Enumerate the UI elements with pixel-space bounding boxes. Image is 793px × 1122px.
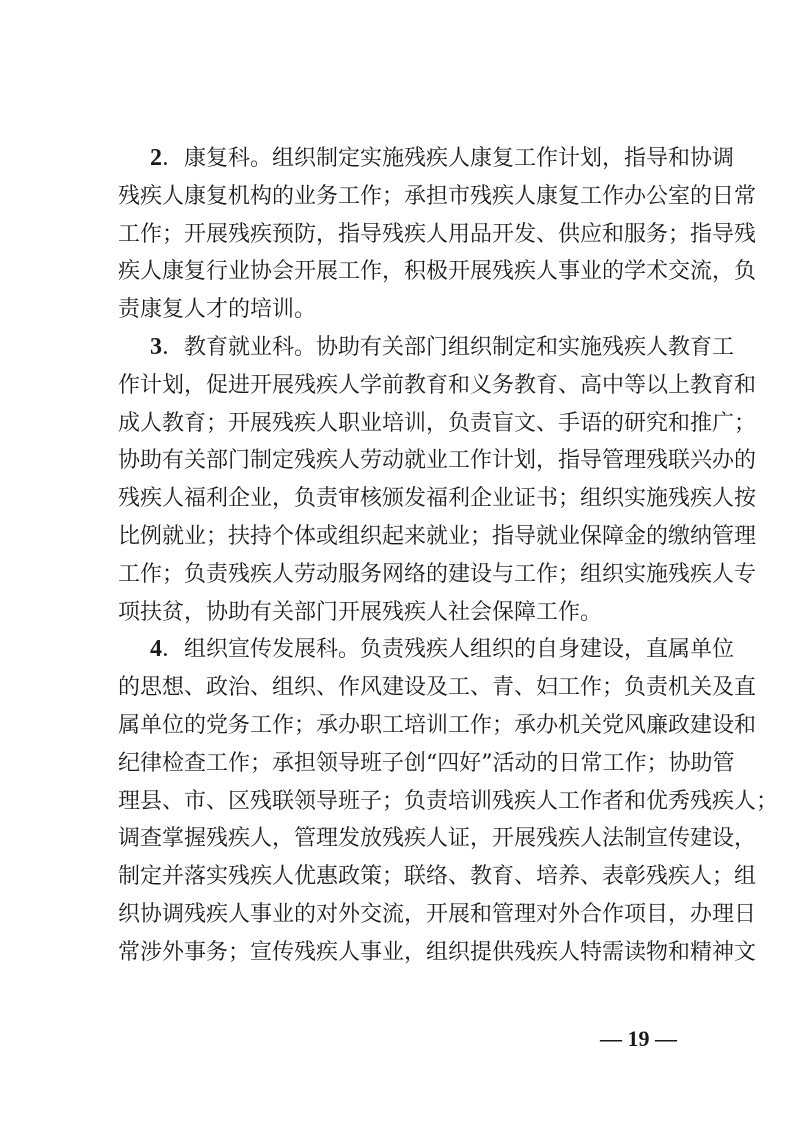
section-number: 3 [150, 333, 162, 360]
text-line: 作计划，促进开展残疾人学前教育和义务教育、高中等以上教育和 [118, 372, 757, 398]
text-line: 调查掌握残疾人，管理发放残疾人证，开展残疾人法制宣传建设， [118, 826, 757, 852]
text-line: 责康复人才的培训。 [118, 297, 317, 323]
text-line: 项扶贫，协助有关部门开展残疾人社会保障工作。 [118, 599, 603, 625]
text-line: 协助有关部门制定残疾人劳动就业工作计划，指导管理残联兴办的 [118, 448, 757, 474]
text-line: 残疾人康复机构的业务工作；承担市残疾人康复工作办公室的日常 [118, 183, 757, 209]
paragraph-organization-publicity [118, 631, 779, 971]
text-line: 成人教育；开展残疾人职业培训，负责盲文、手语的研究和推广； [118, 410, 757, 436]
section-number: 4 [150, 636, 162, 663]
body-text [118, 140, 779, 972]
text-line: 残疾人福利企业，负责审核颁发福利企业证书；组织实施残疾人按 [118, 486, 757, 512]
text-line: 2．康复科。组织制定实施残疾人康复工作计划，指导和协调 [150, 145, 735, 171]
paragraph-rehabilitation [118, 140, 757, 329]
text-line: 疾人康复行业协会开展工作，积极开展残疾人事业的学术交流，负 [118, 259, 757, 285]
text-line: 理县、市、区残联领导班子；负责培训残疾人工作者和优秀残疾人； [118, 788, 779, 814]
text-line: 比例就业；扶持个体或组织起来就业；指导就业保障金的缴纳管理 [118, 523, 757, 549]
paragraph-education-employment [118, 329, 757, 631]
text-line: 纪律检查工作；承担领导班子创“四好”活动的日常工作；协助管 [118, 750, 735, 776]
text-line: 制定并落实残疾人优惠政策；联络、教育、培养、表彰残疾人；组 [118, 864, 757, 890]
text-line: 工作；开展残疾预防，指导残疾人用品开发、供应和服务；指导残 [118, 221, 757, 247]
text-line: 4．组织宣传发展科。负责残疾人组织的自身建设，直属单位 [150, 636, 735, 663]
text-line: 的思想、政治、组织、作风建设及工、青、妇工作；负责机关及直 [118, 675, 757, 701]
text-line: 属单位的党务工作；承办职工培训工作；承办机关党风廉政建设和 [118, 712, 757, 738]
page-number: — 19 — [600, 1026, 677, 1051]
text-line: 3．教育就业科。协助有关部门组织制定和实施残疾人教育工 [150, 333, 735, 360]
section-number: 2 [150, 145, 162, 171]
text-line: 工作；负责残疾人劳动服务网络的建设与工作；组织实施残疾人专 [118, 561, 757, 587]
text-line: 织协调残疾人事业的对外交流，开展和管理对外合作项目，办理日 [118, 901, 757, 927]
text-line: 常涉外事务；宣传残疾人事业，组织提供残疾人特需读物和精神文 [118, 939, 757, 965]
